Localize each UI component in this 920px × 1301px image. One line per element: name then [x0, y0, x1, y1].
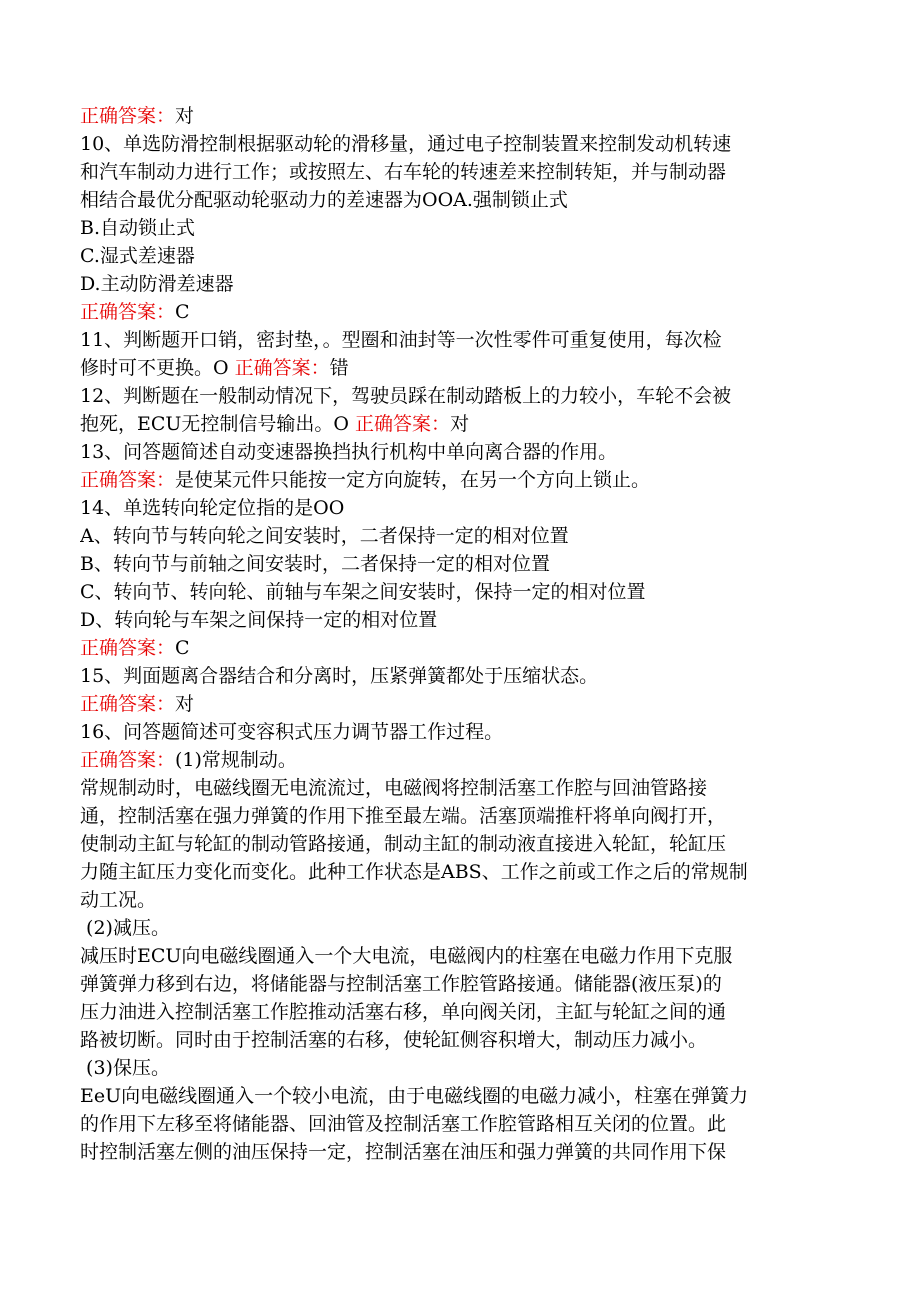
- line-text: 错: [329, 357, 349, 379]
- line-text: 11、判断题开口销，密封垫，。型圈和油封等一次性零件可重复使用，每次检: [80, 329, 722, 351]
- answer-label: 正确答案：: [80, 693, 176, 715]
- line-text: 13、问答题简述自动变速器换挡执行机构中单向离合器的作用。: [80, 441, 618, 463]
- text-line: [80, 326, 832, 354]
- line-text: 对: [175, 693, 195, 715]
- text-line: [80, 606, 832, 634]
- line-text: 使制动主缸与轮缸的制动管路接通，制动主缸的制动液直接进入轮缸，轮缸压: [80, 833, 727, 855]
- answer-label: 正确答案：: [80, 105, 176, 127]
- line-text: 弹簧弹力移到右边，将储能器与控制活塞工作腔管路接通。储能器(液压泵)的: [80, 973, 722, 995]
- line-text: 动工况。: [80, 889, 157, 911]
- text-line: [80, 690, 832, 718]
- text-line: [80, 998, 832, 1026]
- text-line: [80, 830, 832, 858]
- line-text: (1)常规制动。: [175, 749, 297, 771]
- text-line: [80, 1026, 832, 1054]
- line-text: C.湿式差速器: [80, 245, 195, 267]
- line-text: 和汽车制动力进行工作；或按照左、右车轮的转速差来控制转矩，并与制动器: [80, 161, 727, 183]
- line-text: B.自动锁止式: [80, 217, 196, 239]
- text-line: [80, 354, 832, 382]
- line-text: B、转向节与前轴之间安装时，二者保持一定的相对位置: [80, 553, 550, 575]
- text-line: [80, 914, 832, 942]
- text-line: [80, 382, 832, 410]
- text-line: [80, 1054, 832, 1082]
- line-text: 路被切断。同时由于控制活塞的右移，使轮缸侧容积增大，制动压力减小。: [80, 1029, 708, 1051]
- line-text: (3)保压。: [80, 1057, 170, 1079]
- text-line: [80, 1138, 832, 1166]
- text-line: [80, 970, 832, 998]
- text-line: [80, 214, 832, 242]
- text-line: [80, 662, 832, 690]
- line-text: 减压时ECU向电磁线圈通入一个大电流，电磁阀内的柱塞在电磁力作用下克服: [80, 945, 733, 967]
- answer-label: 正确答案：: [80, 637, 176, 659]
- text-line: [80, 158, 832, 186]
- text-line: [80, 746, 832, 774]
- line-text: (2)减压。: [80, 917, 170, 939]
- text-line: [80, 886, 832, 914]
- text-line: [80, 942, 832, 970]
- line-text: C: [175, 301, 190, 323]
- line-text: D.主动防滑差速器: [80, 273, 234, 295]
- line-text: D、转向轮与车架之间保持一定的相对位置: [80, 609, 438, 631]
- line-text: EeU向电磁线圈通入一个较小电流，由于电磁线圈的电磁力减小，柱塞在弹簧力: [80, 1085, 749, 1107]
- text-line: [80, 494, 832, 522]
- text-line: [80, 102, 832, 130]
- line-text: 相结合最优分配驱动轮驱动力的差速器为OOA.强制锁止式: [80, 189, 568, 211]
- line-text: C: [175, 637, 190, 659]
- text-line: [80, 718, 832, 746]
- line-text: 14、单选转向轮定位指的是OO: [80, 497, 345, 519]
- line-text: 12、判断题在一般制动情况下，驾驶员踩在制动踏板上的力较小，车轮不会被: [80, 385, 732, 407]
- text-line: [80, 578, 832, 606]
- text-line: [80, 522, 832, 550]
- answer-label: 正确答案：: [355, 413, 451, 435]
- text-line: [80, 1082, 832, 1110]
- answer-label: 正确答案：: [80, 469, 176, 491]
- text-line: [80, 242, 832, 270]
- line-text: 时控制活塞左侧的油压保持一定，控制活塞在油压和强力弹簧的共同作用下保: [80, 1141, 727, 1163]
- text-line: [80, 270, 832, 298]
- line-text: 对: [450, 413, 470, 435]
- text-line: [80, 130, 832, 158]
- line-text: 16、问答题简述可变容积式压力调节器工作过程。: [80, 721, 504, 743]
- text-line: [80, 634, 832, 662]
- text-line: [80, 186, 832, 214]
- line-text: 修时可不更换。O: [80, 357, 235, 379]
- text-line: [80, 774, 832, 802]
- line-text: A、转向节与转向轮之间安装时，二者保持一定的相对位置: [80, 525, 569, 547]
- line-text: 常规制动时，电磁线圈无电流流过，电磁阀将控制活塞工作腔与回油管路接: [80, 777, 708, 799]
- line-text: 力随主缸压力变化而变化。此种工作状态是ABS、工作之前或工作之后的常规制: [80, 861, 748, 883]
- answer-label: 正确答案：: [80, 749, 176, 771]
- text-line: [80, 802, 832, 830]
- text-line: [80, 858, 832, 886]
- line-text: 抱死，ECU无控制信号输出。O: [80, 413, 356, 435]
- line-text: 通，控制活塞在强力弹簧的作用下推至最左端。活塞顶端推杆将单向阀打开，: [80, 805, 727, 827]
- line-text: 是使某元件只能按一定方向旋转，在另一个方向上锁止。: [175, 469, 651, 491]
- line-text: 对: [175, 105, 195, 127]
- document-page: [80, 102, 832, 1166]
- text-line: [80, 466, 832, 494]
- line-text: 压力油进入控制活塞工作腔推动活塞右移，单向阀关闭，主缸与轮缸之间的通: [80, 1001, 727, 1023]
- text-line: [80, 1110, 832, 1138]
- line-text: 的作用下左移至将储能器、回油管及控制活塞工作腔管路相互关闭的位置。此: [80, 1113, 727, 1135]
- answer-label: 正确答案：: [80, 301, 176, 323]
- line-text: 10、单选防滑控制根据驱动轮的滑移量，通过电子控制装置来控制发动机转速: [80, 133, 732, 155]
- text-line: [80, 550, 832, 578]
- text-line: [80, 410, 832, 438]
- line-text: C、转向节、转向轮、前轴与车架之间安装时，保持一定的相对位置: [80, 581, 646, 603]
- text-line: [80, 298, 832, 326]
- line-text: 15、判面题离合器结合和分离时，压紧弹簧都处于压缩状态。: [80, 665, 599, 687]
- text-line: [80, 438, 832, 466]
- answer-label: 正确答案：: [234, 357, 330, 379]
